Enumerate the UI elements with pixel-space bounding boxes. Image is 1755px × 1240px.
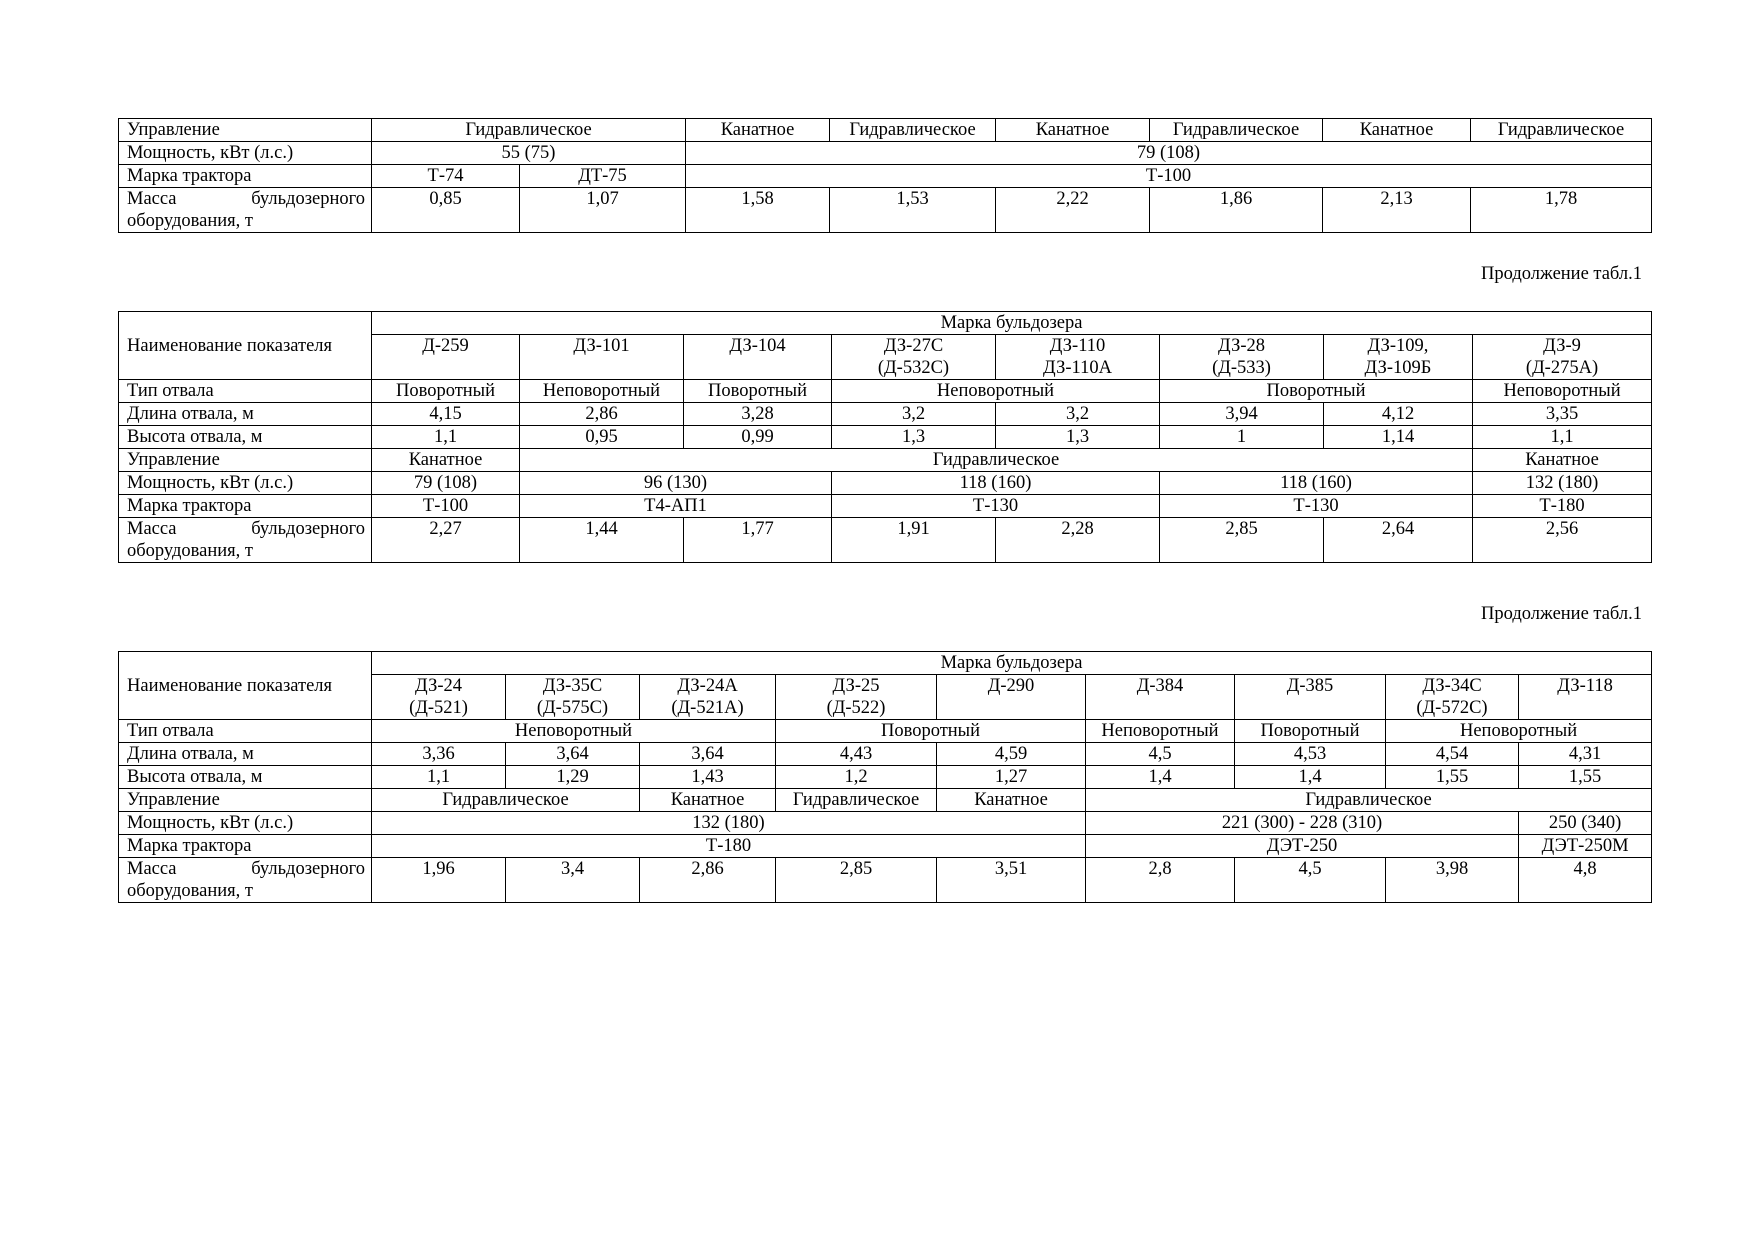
table-row xyxy=(119,858,1652,903)
table-cell: 2,56 xyxy=(1473,518,1652,563)
table-cell: 3,51 xyxy=(937,858,1086,903)
table-cell: Канатное xyxy=(996,119,1150,142)
row-label-mass: Масса бульдозерного оборудования, т xyxy=(119,188,372,233)
table-cell: Канатное xyxy=(686,119,830,142)
table-cell: Канатное xyxy=(937,789,1086,812)
table-cell: Гидравлическое xyxy=(520,449,1473,472)
table-cell: 1,91 xyxy=(832,518,996,563)
table-cell: 1,4 xyxy=(1235,766,1386,789)
table-cell: 1,58 xyxy=(686,188,830,233)
row-label-blade-length: Длина отвала, м xyxy=(119,403,372,426)
table-row xyxy=(119,812,1652,835)
table-row xyxy=(119,495,1652,518)
table-cell: Т-130 xyxy=(832,495,1160,518)
row-label-control: Управление xyxy=(119,119,372,142)
table-cell: Поворотный xyxy=(684,380,832,403)
table-cell: 3,28 xyxy=(684,403,832,426)
spec-table-part-2 xyxy=(118,311,1652,563)
table-row xyxy=(119,380,1652,403)
table-cell: 0,95 xyxy=(520,426,684,449)
table-cell: 2,27 xyxy=(372,518,520,563)
table-cell: 1,44 xyxy=(520,518,684,563)
header-label: Наименование показателя xyxy=(119,312,372,380)
table-cell: 4,15 xyxy=(372,403,520,426)
table-row xyxy=(119,720,1652,743)
row-label-blade-type: Тип отвала xyxy=(119,380,372,403)
model-header: ДЗ-101 xyxy=(520,335,684,380)
table-row xyxy=(119,835,1652,858)
model-header: ДЗ-27С (Д-532С) xyxy=(832,335,996,380)
table-cell: 132 (180) xyxy=(1473,472,1652,495)
table-cell: 1,1 xyxy=(372,766,506,789)
table-cell: 221 (300) - 228 (310) xyxy=(1086,812,1519,835)
table-cell: 79 (108) xyxy=(686,142,1652,165)
table-cell: 0,85 xyxy=(372,188,520,233)
spec-table-part-3 xyxy=(118,651,1652,903)
row-label-blade-type: Тип отвала xyxy=(119,720,372,743)
model-header: ДЗ-35С (Д-575С) xyxy=(506,675,640,720)
table-cell: 4,5 xyxy=(1235,858,1386,903)
header-group: Марка бульдозера xyxy=(372,652,1652,675)
table-cell: 96 (130) xyxy=(520,472,832,495)
table-row xyxy=(119,312,1652,335)
table-cell: 118 (160) xyxy=(1160,472,1473,495)
table-cell: 1,1 xyxy=(1473,426,1652,449)
model-header: ДЗ-104 xyxy=(684,335,832,380)
model-header: Д-385 xyxy=(1235,675,1386,720)
table-cell: Неповоротный xyxy=(520,380,684,403)
table-cell: 4,8 xyxy=(1519,858,1652,903)
model-header: ДЗ-24 (Д-521) xyxy=(372,675,506,720)
table-cell: 3,36 xyxy=(372,743,506,766)
table-cell: 2,13 xyxy=(1323,188,1471,233)
table-cell: Неповоротный xyxy=(372,720,776,743)
row-label-tractor: Марка трактора xyxy=(119,835,372,858)
table-cell: 2,85 xyxy=(1160,518,1324,563)
table-cell: Т-74 xyxy=(372,165,520,188)
row-label-blade-height: Высота отвала, м xyxy=(119,426,372,449)
row-label-control: Управление xyxy=(119,449,372,472)
table-cell: 4,5 xyxy=(1086,743,1235,766)
table-row xyxy=(119,518,1652,563)
spec-table-part-1 xyxy=(118,118,1652,233)
table-cell: 132 (180) xyxy=(372,812,1086,835)
table-cell: 2,85 xyxy=(776,858,937,903)
table-cell: 1,2 xyxy=(776,766,937,789)
table-cell: 1,3 xyxy=(996,426,1160,449)
table-row xyxy=(119,165,1652,188)
header-group: Марка бульдозера xyxy=(372,312,1652,335)
table-row xyxy=(119,472,1652,495)
table-cell: Канатное xyxy=(640,789,776,812)
table-cell: Т-180 xyxy=(1473,495,1652,518)
table-row xyxy=(119,188,1652,233)
table-cell: Неповоротный xyxy=(1386,720,1652,743)
row-label-tractor: Марка трактора xyxy=(119,165,372,188)
row-label-mass: Масса бульдозерного оборудования, т xyxy=(119,858,372,903)
table-cell: Поворотный xyxy=(1160,380,1473,403)
table-cell: 1,53 xyxy=(830,188,996,233)
table-cell: ДЭТ-250М xyxy=(1519,835,1652,858)
model-header: ДЗ-9 (Д-275А) xyxy=(1473,335,1652,380)
table-cell: 4,53 xyxy=(1235,743,1386,766)
table-cell: Т4-АП1 xyxy=(520,495,832,518)
table-cell: 3,98 xyxy=(1386,858,1519,903)
table-cell: 4,43 xyxy=(776,743,937,766)
table-cell: 1,86 xyxy=(1150,188,1323,233)
table-cell: 1,96 xyxy=(372,858,506,903)
table-cell: 1,07 xyxy=(520,188,686,233)
table-cell: Неповоротный xyxy=(1086,720,1235,743)
table-cell: 2,22 xyxy=(996,188,1150,233)
table-cell: Т-100 xyxy=(372,495,520,518)
table-cell: 1,78 xyxy=(1471,188,1652,233)
table-cell: 1,55 xyxy=(1519,766,1652,789)
model-header: ДЗ-28 (Д-533) xyxy=(1160,335,1324,380)
table-cell: Гидравлическое xyxy=(830,119,996,142)
table-cell: 4,31 xyxy=(1519,743,1652,766)
table-cell: 1,4 xyxy=(1086,766,1235,789)
table-cell: 2,28 xyxy=(996,518,1160,563)
table-row xyxy=(119,426,1652,449)
table-row xyxy=(119,119,1652,142)
model-header: ДЗ-34С (Д-572С) xyxy=(1386,675,1519,720)
table-cell: 1,3 xyxy=(832,426,996,449)
table-cell: ДЭТ-250 xyxy=(1086,835,1519,858)
table-cell: 2,8 xyxy=(1086,858,1235,903)
table-cell: Неповоротный xyxy=(1473,380,1652,403)
table-cell: 4,12 xyxy=(1324,403,1473,426)
table-cell: 79 (108) xyxy=(372,472,520,495)
table-row xyxy=(119,743,1652,766)
table-cell: 2,64 xyxy=(1324,518,1473,563)
table-cell: 118 (160) xyxy=(832,472,1160,495)
table-cell: Т-100 xyxy=(686,165,1652,188)
table-cell: 3,35 xyxy=(1473,403,1652,426)
table-row xyxy=(119,789,1652,812)
table-cell: Гидравлическое xyxy=(372,789,640,812)
table-cell: 3,94 xyxy=(1160,403,1324,426)
table-cell: Гидравлическое xyxy=(1471,119,1652,142)
table-cell: 55 (75) xyxy=(372,142,686,165)
model-header: ДЗ-109, ДЗ-109Б xyxy=(1324,335,1473,380)
table-cell: Поворотный xyxy=(776,720,1086,743)
table-cell: 1,14 xyxy=(1324,426,1473,449)
table-cell: 1,43 xyxy=(640,766,776,789)
table-cell: 3,4 xyxy=(506,858,640,903)
table-cell: 1 xyxy=(1160,426,1324,449)
table-cell: Т-130 xyxy=(1160,495,1473,518)
model-header: Д-259 xyxy=(372,335,520,380)
table-cell: Неповоротный xyxy=(832,380,1160,403)
table-cell: 250 (340) xyxy=(1519,812,1652,835)
table-cell: Канатное xyxy=(1323,119,1471,142)
table-cell: Гидравлическое xyxy=(372,119,686,142)
row-label-mass: Масса бульдозерного оборудования, т xyxy=(119,518,372,563)
table-cell: 3,2 xyxy=(832,403,996,426)
continuation-caption: Продолжение табл.1 xyxy=(1481,604,1642,624)
table-cell: 1,1 xyxy=(372,426,520,449)
table-cell: Гидравлическое xyxy=(776,789,937,812)
model-header: Д-290 xyxy=(937,675,1086,720)
table-cell: 4,59 xyxy=(937,743,1086,766)
table-cell: 3,64 xyxy=(640,743,776,766)
table-row xyxy=(119,652,1652,675)
table-cell: 3,64 xyxy=(506,743,640,766)
table-cell: Поворотный xyxy=(372,380,520,403)
table-cell: ДТ-75 xyxy=(520,165,686,188)
row-label-tractor: Марка трактора xyxy=(119,495,372,518)
table-cell: Поворотный xyxy=(1235,720,1386,743)
table-cell: 0,99 xyxy=(684,426,832,449)
table-cell: Т-180 xyxy=(372,835,1086,858)
row-label-power: Мощность, кВт (л.с.) xyxy=(119,812,372,835)
model-header: ДЗ-25 (Д-522) xyxy=(776,675,937,720)
table-row xyxy=(119,449,1652,472)
table-cell: 1,77 xyxy=(684,518,832,563)
table-cell: Канатное xyxy=(1473,449,1652,472)
table-cell: 1,29 xyxy=(506,766,640,789)
table-cell: Гидравлическое xyxy=(1086,789,1652,812)
table-cell: Гидравлическое xyxy=(1150,119,1323,142)
row-label-power: Мощность, кВт (л.с.) xyxy=(119,142,372,165)
table-cell: 1,27 xyxy=(937,766,1086,789)
table-cell: 2,86 xyxy=(520,403,684,426)
model-header: Д-384 xyxy=(1086,675,1235,720)
header-label: Наименование показателя xyxy=(119,652,372,720)
row-label-blade-length: Длина отвала, м xyxy=(119,743,372,766)
model-header: ДЗ-118 xyxy=(1519,675,1652,720)
table-row xyxy=(119,766,1652,789)
table-row xyxy=(119,142,1652,165)
row-label-power: Мощность, кВт (л.с.) xyxy=(119,472,372,495)
row-label-control: Управление xyxy=(119,789,372,812)
table-cell: 1,55 xyxy=(1386,766,1519,789)
row-label-blade-height: Высота отвала, м xyxy=(119,766,372,789)
continuation-caption: Продолжение табл.1 xyxy=(1481,264,1642,284)
table-cell: 4,54 xyxy=(1386,743,1519,766)
table-cell: 3,2 xyxy=(996,403,1160,426)
model-header: ДЗ-24А (Д-521А) xyxy=(640,675,776,720)
table-cell: 2,86 xyxy=(640,858,776,903)
table-row xyxy=(119,403,1652,426)
model-header: ДЗ-110 ДЗ-110А xyxy=(996,335,1160,380)
table-cell: Канатное xyxy=(372,449,520,472)
